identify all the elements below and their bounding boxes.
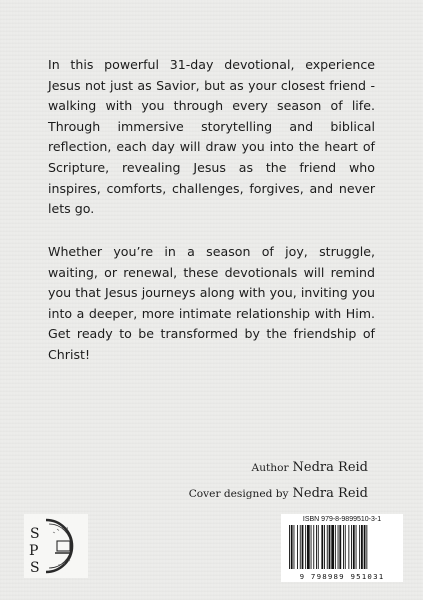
author-label: Author (251, 462, 289, 474)
svg-text:S: S (30, 560, 40, 576)
cover-designer-credit (189, 486, 368, 501)
author-name: Nedra Reid (292, 460, 368, 475)
isbn-barcode-block (281, 514, 403, 582)
svg-text:P: P (29, 543, 39, 559)
barcode-digits: 9 798989 951031 (299, 572, 385, 581)
cover-designer-label: Cover designed by (188, 488, 289, 500)
cover-designer-name: Nedra Reid (292, 486, 368, 501)
isbn-number: ISBN 979-8-9899510-3-1 (302, 516, 382, 523)
blurb-paragraph-2: Whether you’re in a season of joy, struggle, waiting, or renewal, these devotionals will remind you that Jesus journeys along with you, inviting you into a deeper, more intimate relationship with Him. Get ready to be transformed by the friendship of Christ! (48, 244, 375, 362)
barcode-icon (287, 525, 397, 571)
publisher-seal-icon (24, 514, 88, 578)
blurb-paragraph-1: In this powerful 31-day devotional, experience Jesus not just as Savior, but as your closest friend - walking with you through every season of life. Through immersive storytelling and biblical reflection, each day will draw you into the heart of Scripture, revealing Jesus as the friend who inspires, comforts, challenges, forgives, and never lets go. (48, 57, 375, 217)
svg-text:S: S (30, 526, 40, 542)
author-credit (252, 460, 368, 475)
